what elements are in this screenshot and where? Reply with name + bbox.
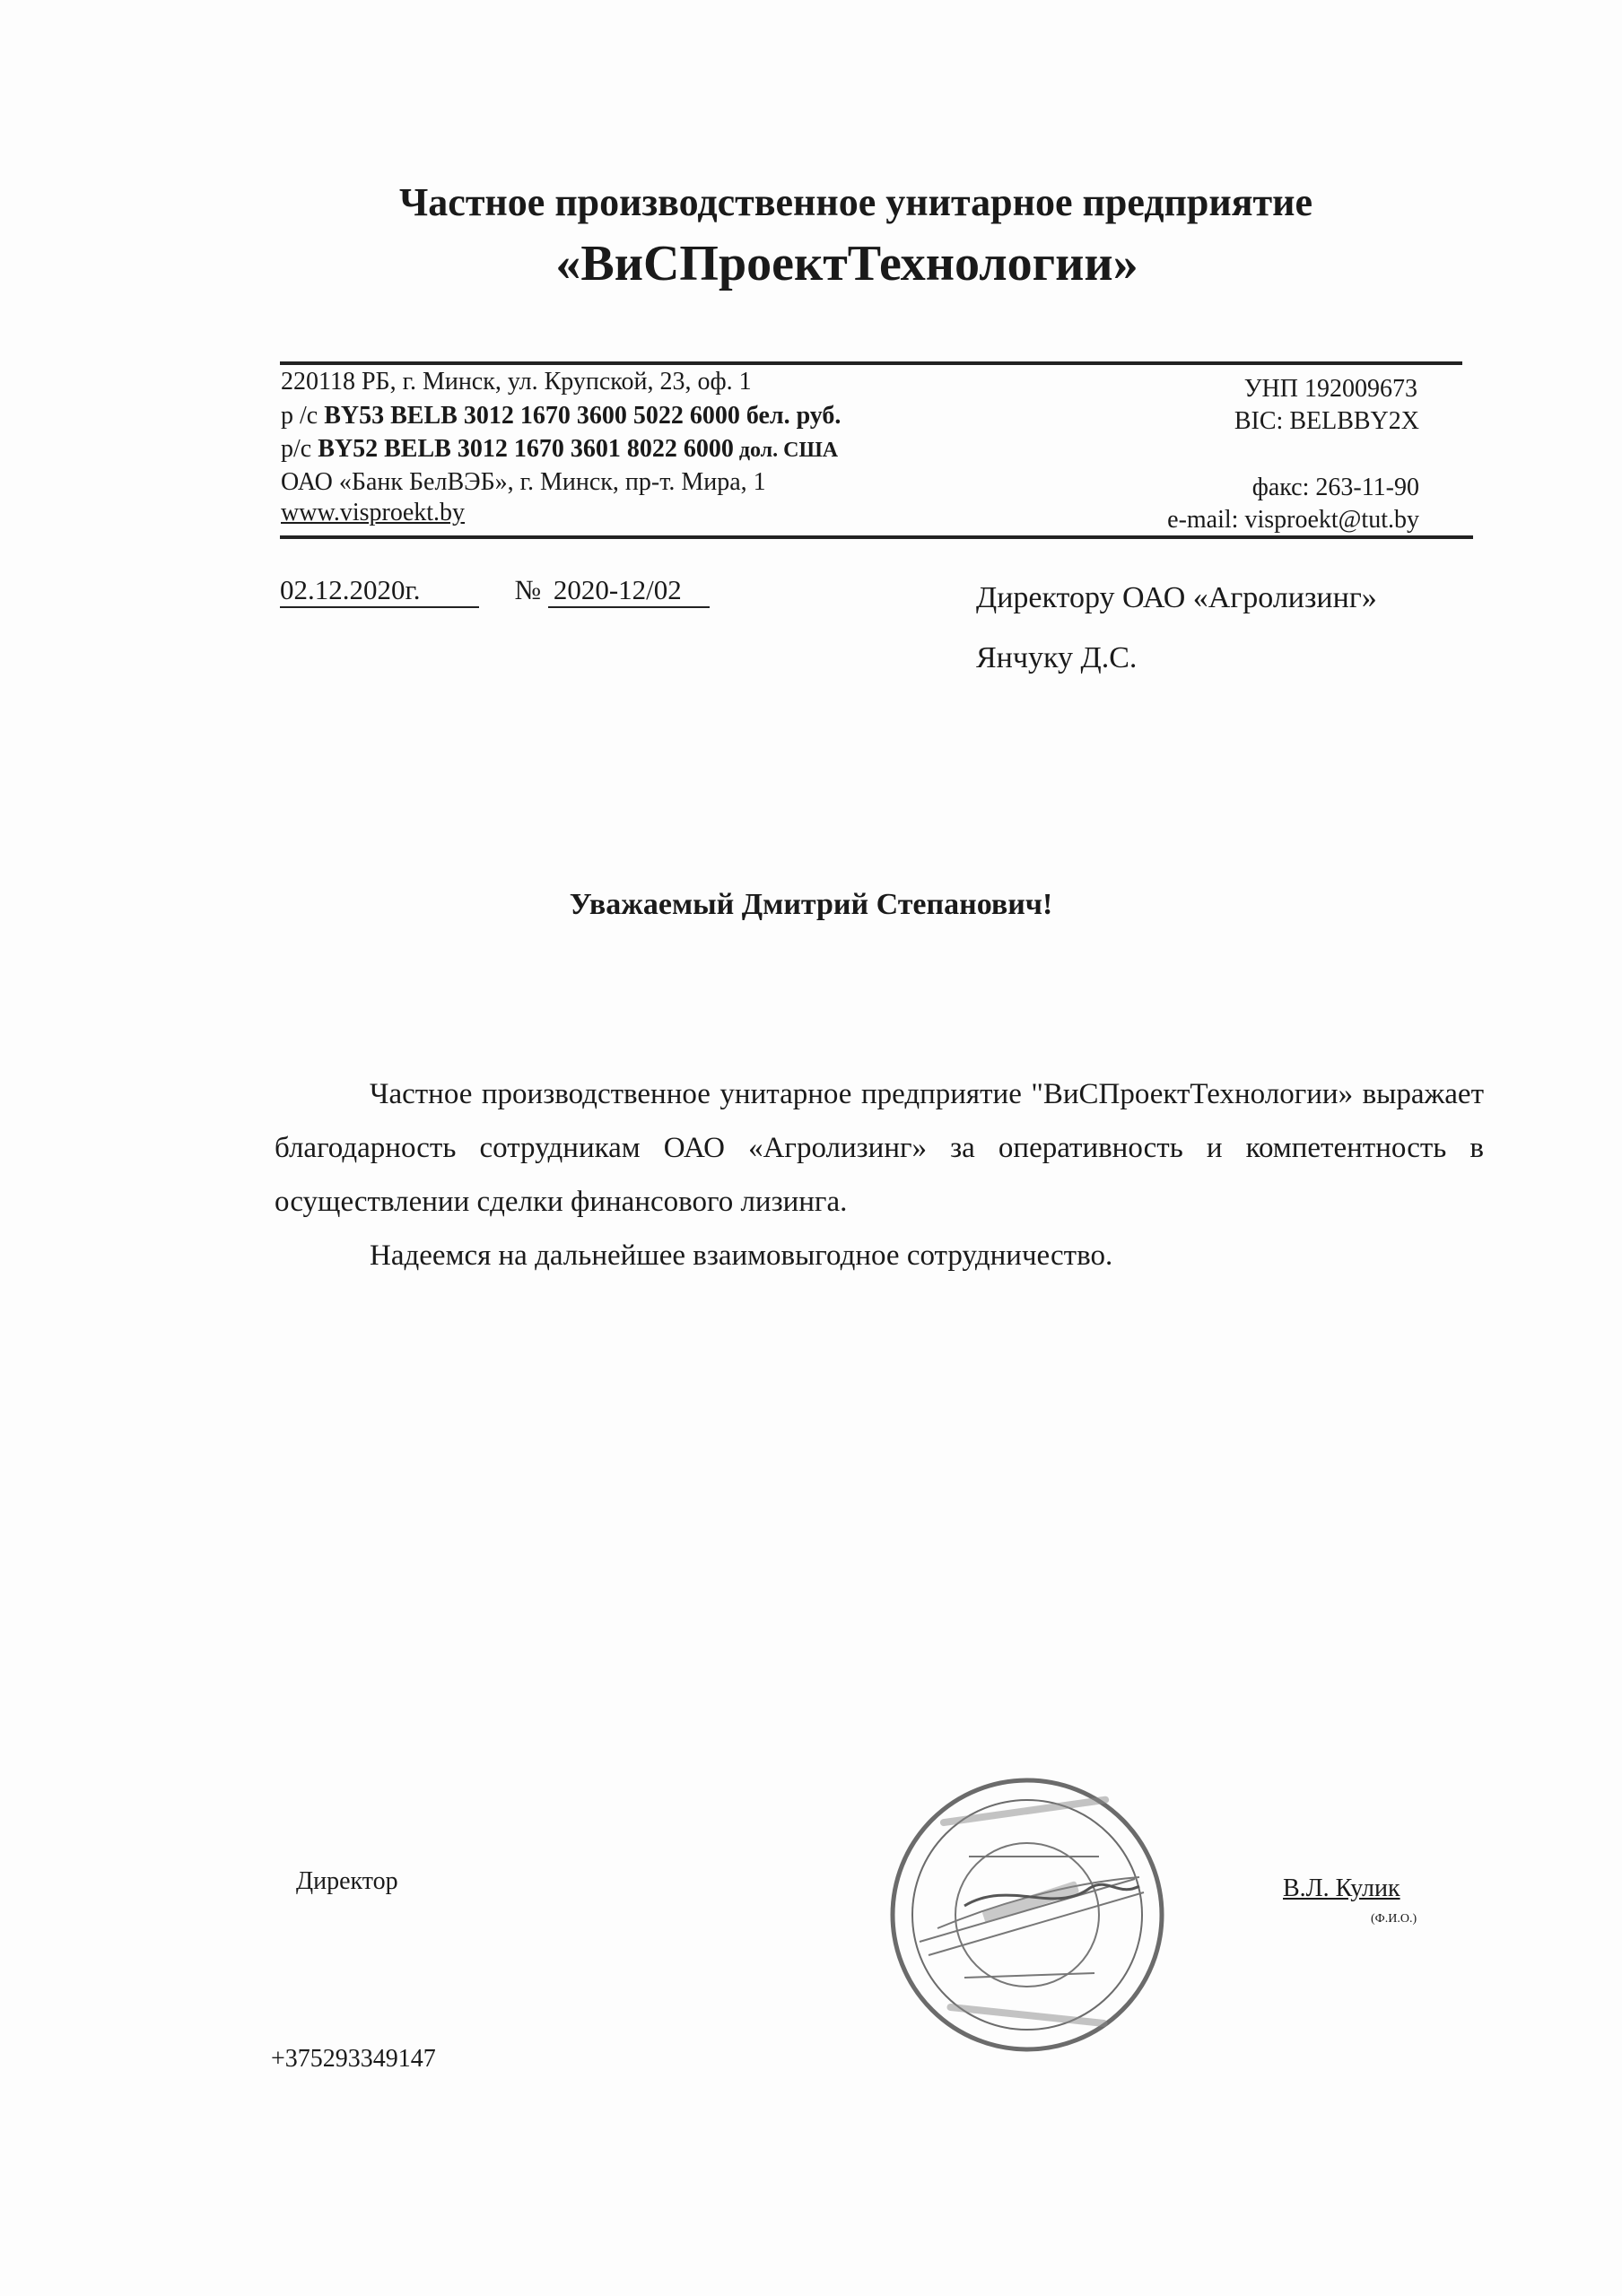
signer-position: Директор (296, 1867, 398, 1895)
account2-line (281, 437, 838, 462)
header-bottom-rule (280, 535, 1473, 539)
account1-number: BY53 BELB 3012 1670 3600 5022 6000 (324, 402, 740, 430)
bic-line: BIC: BELBBY2X (1234, 407, 1419, 435)
account2-currency: дол. США (733, 439, 839, 462)
org-name-heading: «ВиСПроектТехнологии» (555, 236, 1138, 291)
signer-name-caption: (Ф.И.О.) (1371, 1912, 1417, 1926)
account1-line (281, 404, 841, 429)
body-paragraph-2: Надеемся на дальнейшее взаимовыгодное сотрудничество. (370, 1239, 1113, 1272)
recipient-line1: Директору ОАО «Агролизинг» (976, 581, 1377, 614)
date-number-line (280, 574, 710, 608)
account1-currency: бел. руб. (739, 402, 842, 430)
account2-prefix: р/с (281, 435, 318, 463)
email-line: e-mail: visproekt@tut.by (1167, 506, 1419, 534)
letter-body (275, 1067, 1484, 1283)
account2-number: BY52 BELB 3012 1670 3601 8022 6000 (318, 435, 734, 463)
org-type-heading: Частное производственное унитарное предприятие (399, 180, 1312, 224)
bank-line: ОАО «Банк БелВЭБ», г. Минск, пр-т. Мира, 1 (281, 468, 766, 496)
address-line: 220118 РБ, г. Минск, ул. Крупской, 23, оф. 1 (281, 368, 752, 396)
recipient-line2: Янчуку Д.С. (976, 641, 1138, 674)
header-top-rule (280, 361, 1462, 365)
salutation: Уважаемый Дмитрий Степанович! (569, 888, 1053, 921)
website-link[interactable]: www.visproekt.by (281, 499, 466, 526)
company-seal-stamp (884, 1771, 1171, 2058)
account1-prefix: р /с (281, 402, 325, 430)
letter-number: 2020-12/02 (548, 574, 710, 608)
number-label: № (514, 574, 542, 605)
fax-line: факс: 263-11-90 (1251, 474, 1419, 501)
contact-phone: +375293349147 (271, 2045, 436, 2073)
letter-date: 02.12.2020г. (280, 574, 479, 608)
signer-name: В.Л. Кулик (1283, 1874, 1400, 1902)
unp-line: УНП 192009673 (1243, 375, 1417, 403)
body-paragraph-1: Частное производственное унитарное предприятие "ВиСПроектТехнологии» выражает благодарность сотрудникам ОАО «Агролизинг» за оперативность и компетентность в осуществлении сделки финансового лизинга. (275, 1078, 1484, 1218)
